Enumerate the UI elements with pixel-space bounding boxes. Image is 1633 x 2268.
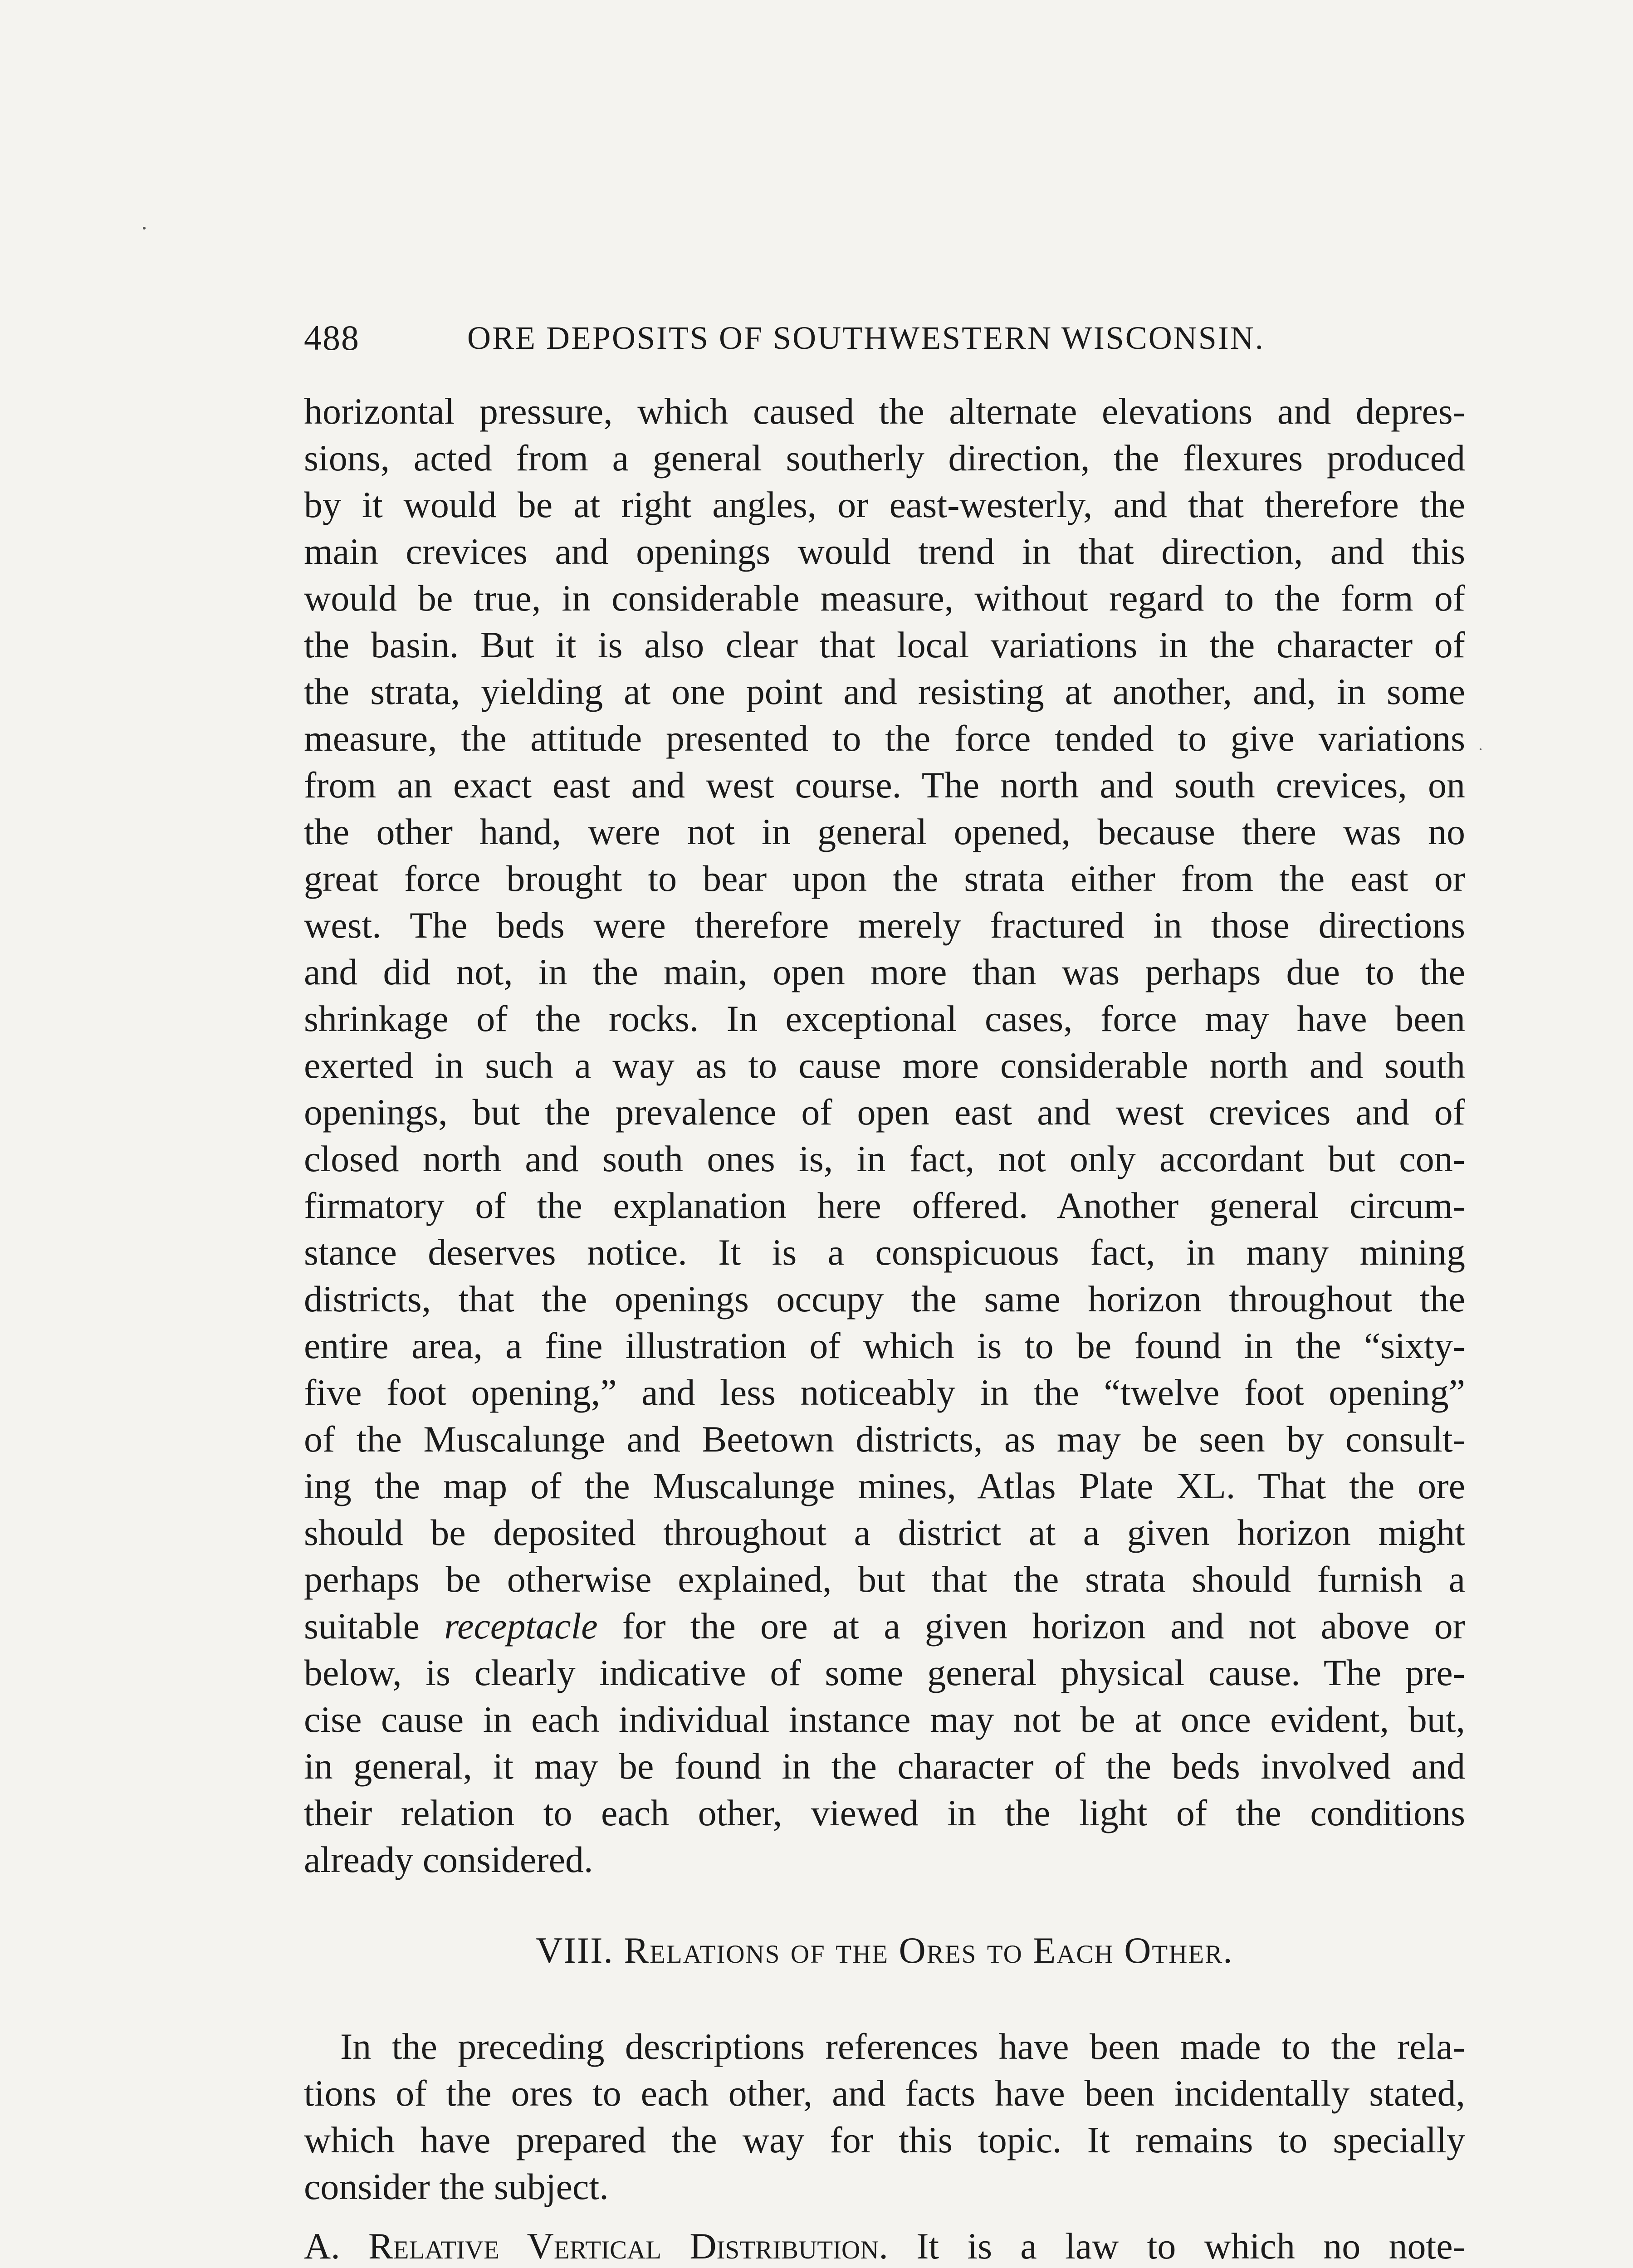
text-line: by it would be at right angles, or east-westerly, and that therefore the <box>304 484 1465 525</box>
text-line: main crevices and openings would trend in that direction, and this <box>304 531 1465 572</box>
text-line: in general, it may be found in the character of the beds involved and <box>304 1745 1465 1787</box>
text-line: which have prepared the way for this topic. It remains to specially <box>304 2119 1465 2160</box>
text-line: below, is clearly indicative of some general physical cause. The pre- <box>304 1652 1465 1693</box>
text-line <box>304 2223 1465 2268</box>
text-line: entire area, a fine illustration of which is to be found in the “sixty- <box>304 1325 1465 1366</box>
text-line: great force brought to bear upon the strata either from the east or <box>304 858 1465 899</box>
text-line: the strata, yielding at one point and resisting at another, and, in some <box>304 671 1465 712</box>
text-line <box>304 1603 1465 1649</box>
section-heading <box>304 1926 1465 1975</box>
text-line: In the preceding descriptions references have been made to the rela- <box>340 2026 1465 2067</box>
text-line: measure, the attitude presented to the force tended to give variations <box>304 718 1465 759</box>
text-line: consider the subject. <box>304 2166 609 2207</box>
text-line: ing the map of the Muscalunge mines, Atlas Plate XL. That the ore <box>304 1465 1465 1506</box>
text-line: five foot opening,” and less noticeably in the “twelve foot opening” <box>304 1372 1465 1413</box>
text-segment: suitable <box>304 1605 445 1647</box>
paper-speck <box>1480 748 1481 750</box>
text-line: stance deserves notice. It is a conspicuous fact, in many mining <box>304 1232 1465 1273</box>
paragraph-2 <box>304 2023 1465 2210</box>
text-line: from an exact east and west course. The north and south crevices, on <box>304 764 1465 806</box>
page-number: 488 <box>304 318 360 357</box>
text-line: cise cause in each individual instance may not be at once evident, but, <box>304 1699 1465 1740</box>
text-line: and did not, in the main, open more than was perhaps due to the <box>304 951 1465 992</box>
text-line: shrinkage of the rocks. In exceptional cases, force may have been <box>304 998 1465 1039</box>
paragraph-1 <box>304 388 1465 1883</box>
text-line: perhaps be otherwise explained, but that the strata should furnish a <box>304 1559 1465 1600</box>
text-line: exerted in such a way as to cause more considerable north and south <box>304 1045 1465 1086</box>
text-line: the basin. But it is also clear that local variations in the character of <box>304 624 1465 665</box>
text-line: horizontal pressure, which caused the alternate elevations and depres- <box>304 391 1465 432</box>
section-numeral: VIII. <box>536 1930 614 1971</box>
section-title: Relations of the Ores to Each Other. <box>624 1930 1233 1971</box>
paragraph-3 <box>304 2223 1465 2268</box>
text-line: already considered. <box>304 1839 593 1880</box>
paper-speck <box>143 227 146 230</box>
text-line: tions of the ores to each other, and facts have been incidentally stated, <box>304 2072 1465 2114</box>
text-line: of the Muscalunge and Beetown districts, as may be seen by consult- <box>304 1418 1465 1460</box>
italic-term: receptacle <box>444 1605 598 1647</box>
text-line: closed north and south ones is, in fact, not only accordant but con- <box>304 1138 1465 1179</box>
text-line: their relation to each other, viewed in the light of the conditions <box>304 1792 1465 1833</box>
text-line: sions, acted from a general southerly direction, the flexures produced <box>304 437 1465 479</box>
text-line: should be deposited throughout a district at a given horizon might <box>304 1512 1465 1553</box>
text-segment: It is a law to which no note- <box>888 2225 1465 2267</box>
text-line: districts, that the openings occupy the same horizon throughout the <box>304 1278 1465 1320</box>
text-segment: for the ore at a given horizon and not above or <box>597 1605 1465 1647</box>
text-line: west. The beds were therefore merely fractured in those directions <box>304 904 1465 946</box>
running-head: ORE DEPOSITS OF SOUTHWESTERN WISCONSIN. <box>467 320 1265 356</box>
subsection-label: A. Relative Vertical Distribution. <box>304 2225 888 2267</box>
page-header <box>304 313 1465 363</box>
text-line: would be true, in considerable measure, without regard to the form of <box>304 577 1465 619</box>
text-line: openings, but the prevalence of open east and west crevices and of <box>304 1091 1465 1133</box>
text-line: the other hand, were not in general opened, because there was no <box>304 811 1465 852</box>
text-line: firmatory of the explanation here offered. Another general circum- <box>304 1185 1465 1226</box>
